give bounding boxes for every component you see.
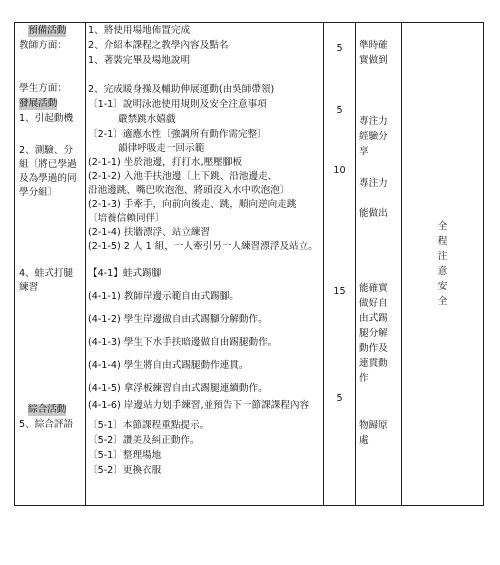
diagnosis-label-line: 學分組〕 [19,187,58,198]
diagnosis-label-line: 及為學過的同 [19,173,77,184]
diagnosis-label-line: 2、測驗、分 [19,145,74,156]
time-value: 10 [333,165,346,176]
content-line: 1、將使用場地佈置完成 [88,25,191,36]
content-line: 1、著裝完畢及場地說明 [88,55,191,66]
content-line: 〔1-1〕說明泳池使用規則及安全注意事項 [88,99,267,110]
content-line: (2-1-1) 坐於池邊，打打水,壓壓腳板 [88,157,242,168]
wrap-up-activity-label: 綜合活動 [28,404,67,415]
content-line: 嚴禁跳水嬉戲 [118,114,176,125]
content-line: 〔5-2〕更換衣服 [88,465,162,476]
assessment-line: 實做到 [359,55,388,66]
content-line: (4-1-4) 學生將自由式踢腿動作連貫。 [88,360,249,371]
content-line: (2-1-3) 手牽手，向前向後走、跳，順向逆向走跳 [88,199,297,210]
content-line: 〔培養信賴同伴〕 [88,213,165,224]
assessment-line: 享 [359,146,369,157]
content-line: (4-1-1) 教師岸邊示範自由式踢腳。 [88,291,239,302]
assessment-line: 動作及 [359,343,388,354]
assessment-line: 由式踢 [359,313,388,324]
time-value: 5 [336,43,343,54]
remark-char: 全 [437,221,448,232]
assessment-line: 連貫動 [359,358,388,369]
content-line: 〔5-1〕整理場地 [88,450,162,461]
develop-activity-label: 發展活動 [19,98,58,109]
content-line: (4-1-2) 學生岸邊做自由式踢腳分解動作。 [88,314,268,325]
content-line: 沿池邊跳、嘴巴吹泡泡、將頭沒入水中吹泡泡〕 [88,185,290,196]
assessment-line: 準時確 [359,40,388,51]
remark-char: 全 [437,296,448,307]
frog-kick-label-line: 練習 [19,282,39,293]
content-line: 韻律呼吸走一回示範 [118,143,205,154]
student-section-label: 學生方面： [19,83,67,94]
activity-column [15,23,85,505]
assessment-line: 作 [359,373,369,384]
content-line: (4-1-3) 學生下水手扶暗邊做自由踢腿動作。 [88,337,278,348]
lesson-plan-table [14,22,484,506]
content-line: (4-1-6) 岸邊站力划手練習,並預告下一節課課程內容 [88,400,310,411]
assessment-column [356,23,401,505]
time-column [324,23,355,505]
assessment-line: 做好自 [359,298,388,309]
remark-char: 程 [437,236,448,247]
content-line: (4-1-5) 拿浮板練習自由式踢腿連續動作。 [88,383,268,394]
assessment-line: 專注力 [359,178,388,189]
assessment-line: 處 [359,435,369,446]
time-value: 15 [333,286,346,297]
diagnosis-label-line: 組〔將已學過 [19,159,77,170]
frog-kick-label-line: 4、蛙式打腿 [19,268,74,279]
content-line: (2-1-5) 2 人 1 組，一人牽引另一人練習漂浮及站立。 [88,241,318,252]
content-line: (2-1-4) 扶牆漂浮、站立練習 [88,227,211,238]
time-value: 5 [336,393,343,404]
remark-char: 意 [437,266,448,277]
review-label: 5、綜合評語 [19,419,74,430]
content-line: 【4-1】蛙式踢腳 [88,268,162,279]
motivation-label: 1、引起動機 [19,113,74,124]
assessment-line: 能確實 [359,283,388,294]
content-line: 2、完成暖身操及輔助伸展運動(由吳師帶領) [88,84,275,95]
assessment-line: 專注力 [359,116,388,127]
remark-char: 安 [437,281,448,292]
prep-activity-label: 預備活動 [28,25,67,36]
remarks-column [402,23,483,505]
content-line: 〔2-1〕適應水性〔強調所有動作需完整〕 [88,129,267,140]
time-value: 5 [336,105,343,116]
content-line: (2-1-2) 入池手扶池邊〔上下跳、沿池邊走、 [88,171,278,182]
assessment-line: 物歸原 [359,420,388,431]
content-line: 2、介紹本課程之教學內容及點名 [88,40,229,51]
content-line: 〔5-1〕本節課程重點提示。 [88,420,210,431]
content-column [86,23,323,505]
assessment-line: 腿分解 [359,328,388,339]
content-line: 〔5-2〕讚美及糾正動作。 [88,435,200,446]
assessment-line: 經驗分 [359,131,388,142]
assessment-line: 能做出 [359,208,388,219]
teacher-section-label: 教師方面： [19,40,67,51]
remark-char: 注 [437,251,448,262]
